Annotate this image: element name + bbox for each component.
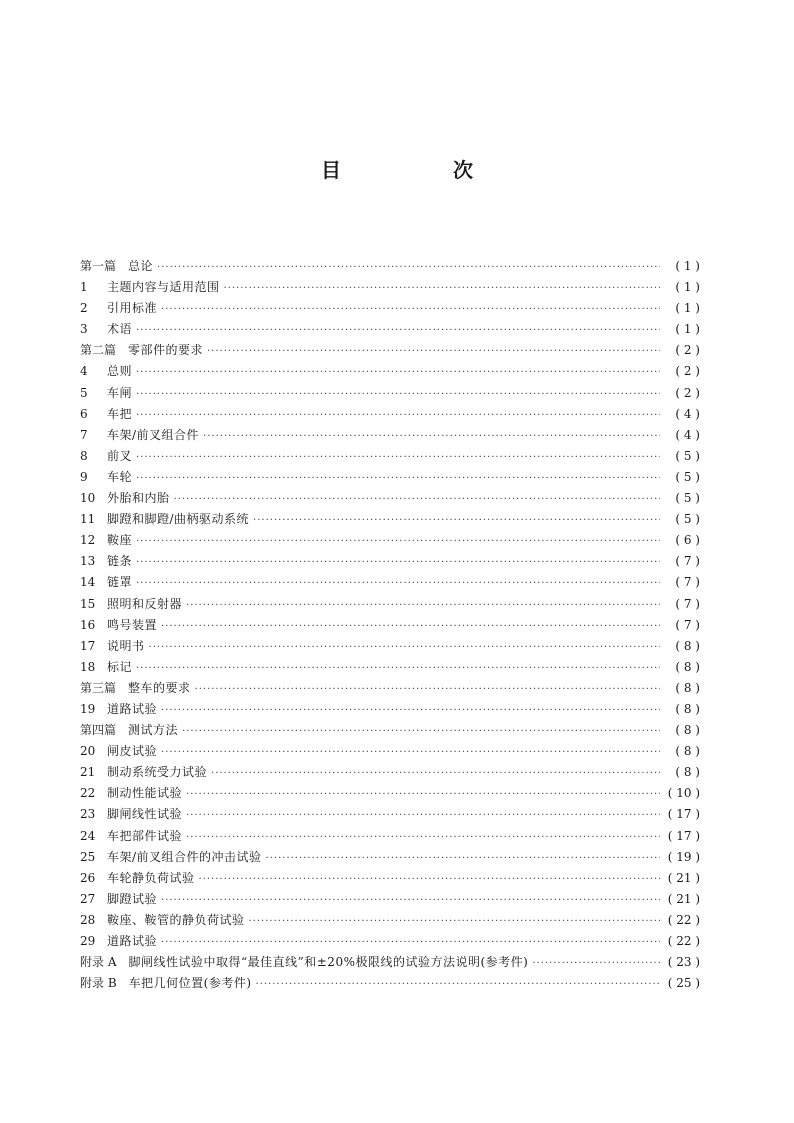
toc-entry: [80, 446, 700, 467]
toc-entry-title: 车轮: [107, 469, 133, 484]
toc-entry-number: 6: [80, 406, 88, 421]
toc-entry-page: ( 5 ): [675, 448, 700, 463]
toc-entry: [80, 361, 700, 382]
toc-entry-title: 标记: [107, 659, 133, 674]
toc-entry-page: ( 19 ): [667, 849, 700, 864]
toc-entry: [80, 319, 700, 340]
dot-leader: [136, 573, 660, 594]
toc-entry-page: ( 8 ): [675, 723, 700, 738]
toc-entry: [80, 804, 700, 825]
toc-entry-title: 说明书: [107, 638, 145, 653]
dot-leader: [161, 616, 660, 637]
toc-entry-number: 第三篇: [80, 680, 117, 695]
toc-entry-page: ( 5 ): [675, 512, 700, 527]
dot-leader: [182, 721, 660, 742]
dot-leader: [224, 278, 660, 299]
toc-entry: [80, 530, 700, 551]
toc-entry-title: 照明和反射器: [107, 596, 183, 611]
toc-entry-title: 引用标准: [107, 301, 158, 316]
toc-entry: [80, 678, 700, 699]
toc-entry-page: ( 7 ): [675, 554, 700, 569]
toc-entry-number: 29: [80, 934, 96, 948]
dot-leader: [207, 341, 660, 362]
toc-entry-page: ( 8 ): [675, 701, 700, 716]
toc-entry-number: 25: [80, 849, 96, 864]
toc-entry: [80, 741, 700, 762]
toc-entry-page: ( 23 ): [667, 955, 700, 970]
toc-entry-page: ( 1 ): [675, 280, 700, 295]
toc-entry-page: ( 7 ): [675, 575, 700, 590]
toc-entry-title: 道路试验: [107, 701, 158, 716]
toc-entry-number: 24: [80, 828, 96, 843]
toc-entry-page: ( 6 ): [675, 533, 700, 548]
toc-entry-number: 1: [80, 280, 88, 295]
toc-entry: [80, 551, 700, 572]
toc-entry-number: 第二篇: [80, 343, 117, 358]
toc-entry: [80, 847, 700, 868]
dot-leader: [136, 320, 660, 341]
toc-entry-page: ( 8 ): [675, 659, 700, 674]
toc-entry: [80, 425, 700, 446]
dot-leader: [266, 848, 660, 869]
toc-entry-page: ( 17 ): [667, 828, 700, 843]
dot-leader: [195, 679, 660, 700]
toc-entry-title: 主题内容与适用范围: [107, 280, 220, 295]
toc-entry-title: 脚蹬和脚蹬/曲柄驱动系统: [107, 512, 250, 527]
dot-leader: [532, 953, 660, 974]
toc-entry: [80, 615, 700, 636]
toc-entry-number: 28: [80, 912, 96, 927]
dot-leader: [253, 510, 660, 531]
toc-entry-number: 5: [80, 385, 88, 400]
page-title: 目 次: [321, 158, 519, 182]
toc-entry-title: 制动性能试验: [107, 786, 183, 801]
toc-entry-title: 前叉: [107, 448, 133, 463]
toc-entry: [80, 783, 700, 804]
toc-entry: [80, 404, 700, 425]
toc-entry-number: 第四篇: [80, 723, 117, 738]
toc-entry-number: 第一篇: [80, 259, 117, 273]
toc-entry-page: ( 4 ): [675, 427, 700, 442]
toc-entry-title: 脚闸线性试验中取得“最佳直线”和±20%极限线的试验方法说明(参考件): [128, 955, 529, 970]
toc-entry-page: ( 17 ): [667, 807, 700, 822]
toc-entry: [80, 467, 700, 488]
toc-entry-number: 23: [80, 807, 96, 822]
dot-leader: [149, 637, 660, 658]
toc-entry-title: 链条: [107, 554, 133, 569]
toc-entry-page: ( 22 ): [667, 912, 700, 927]
dot-leader: [174, 489, 660, 510]
dot-leader: [136, 447, 660, 468]
dot-leader: [136, 658, 660, 679]
toc-entry-page: ( 1 ): [675, 259, 700, 273]
toc-entry-title: 制动系统受力试验: [107, 765, 208, 780]
dot-leader: [136, 405, 660, 426]
dot-leader: [256, 974, 660, 995]
toc-entry-title: 车轮静负荷试验: [107, 870, 195, 885]
toc-entry-number: 8: [80, 448, 88, 463]
toc-entry: [80, 826, 700, 847]
toc-entry-title: 鞍座、鞍管的静负荷试验: [107, 912, 245, 927]
dot-leader: [186, 595, 660, 616]
dot-leader: [136, 552, 660, 573]
toc-entry-number: 17: [80, 638, 96, 653]
dot-leader: [203, 426, 660, 447]
dot-leader: [161, 932, 660, 953]
toc-entry: [80, 636, 700, 657]
toc-entry: [80, 931, 700, 952]
toc-entry-title: 车把几何位置(参考件): [128, 976, 252, 991]
toc-entry-page: ( 5 ): [675, 469, 700, 484]
toc-entry-page: ( 8 ): [675, 765, 700, 780]
toc-entry-number: 12: [80, 533, 96, 548]
toc-entry-title: 外胎和内胎: [107, 491, 170, 506]
toc-entry: [80, 509, 700, 530]
dot-leader: [199, 869, 660, 890]
toc-entry-title: 总则: [107, 364, 133, 379]
toc-entry: [80, 910, 700, 931]
toc-entry-number: 10: [80, 491, 96, 506]
toc-entry: [80, 340, 700, 361]
toc-entry-title: 测试方法: [128, 723, 179, 738]
toc-entry-number: 27: [80, 891, 96, 906]
dot-leader: [161, 299, 660, 320]
toc-entry-page: ( 7 ): [675, 596, 700, 611]
toc-entry: [80, 277, 700, 298]
toc-entry-title: 车把: [107, 406, 133, 421]
dot-leader: [186, 784, 660, 805]
toc-entry-number: 2: [80, 301, 88, 316]
toc-entry: [80, 973, 700, 994]
toc-entry-page: ( 2 ): [675, 343, 700, 358]
dot-leader: [136, 468, 660, 489]
toc-entry-title: 总论: [128, 259, 154, 273]
toc-entry: [80, 657, 700, 678]
toc-entry: [80, 256, 700, 277]
toc-entry-title: 车闸: [107, 385, 133, 400]
toc-entry-title: 零部件的要求: [128, 343, 204, 358]
toc-entry-page: ( 8 ): [675, 744, 700, 759]
toc-entry-title: 链罩: [107, 575, 133, 590]
toc-entry: [80, 572, 700, 593]
toc-entry: [80, 720, 700, 741]
toc-entry-page: ( 8 ): [675, 638, 700, 653]
toc-entry-number: 19: [80, 701, 96, 716]
toc-entry-number: 9: [80, 469, 88, 484]
dot-leader: [161, 890, 660, 911]
toc-entry-title: 鞍座: [107, 533, 133, 548]
toc-entry-number: 22: [80, 786, 96, 801]
toc-entry-page: ( 7 ): [675, 617, 700, 632]
toc-entry-page: ( 2 ): [675, 385, 700, 400]
toc-entry-number: 15: [80, 596, 96, 611]
toc-entry-title: 术语: [107, 322, 133, 337]
dot-leader: [136, 362, 660, 383]
toc-entry-number: 20: [80, 744, 96, 759]
toc-entry-title: 脚闸线性试验: [107, 807, 183, 822]
toc-entry-number: 4: [80, 364, 88, 379]
dot-leader: [211, 763, 660, 784]
toc-entry-title: 车把部件试验: [107, 828, 183, 843]
dot-leader: [161, 700, 660, 721]
toc-entry: [80, 868, 700, 889]
toc-entry-number: 11: [80, 512, 96, 527]
toc-entry: [80, 952, 700, 973]
dot-leader: [136, 531, 660, 552]
toc-entry-page: ( 1 ): [675, 322, 700, 337]
toc-entry: [80, 762, 700, 783]
toc-entry: [80, 488, 700, 509]
toc-entry-number: 16: [80, 617, 96, 632]
toc-entry-number: 7: [80, 427, 88, 442]
toc-entry: [80, 383, 700, 404]
toc-entry-page: ( 25 ): [667, 976, 700, 991]
toc-entry: [80, 889, 700, 910]
dot-leader: [249, 911, 660, 932]
toc-entry: [80, 594, 700, 615]
toc-entry-title: 车架/前叉组合件的冲击试验: [107, 849, 262, 864]
toc-entry-title: 车架/前叉组合件: [107, 427, 200, 442]
dot-leader: [161, 742, 660, 763]
toc-entry-page: ( 21 ): [667, 891, 700, 906]
toc-entry: [80, 699, 700, 720]
toc-entry-title: 闸皮试验: [107, 744, 158, 759]
toc-entry-number: 18: [80, 659, 96, 674]
toc-entry-page: ( 21 ): [667, 870, 700, 885]
dot-leader: [186, 805, 660, 826]
table-of-contents: [80, 256, 700, 994]
dot-leader: [186, 827, 660, 848]
toc-entry-number: 26: [80, 870, 96, 885]
dot-leader: [157, 257, 660, 278]
toc-entry-title: 脚蹬试验: [107, 891, 158, 906]
toc-entry-page: ( 2 ): [675, 364, 700, 379]
toc-entry-number: 附录 B: [80, 976, 117, 991]
toc-entry-title: 鸣号装置: [107, 617, 158, 632]
toc-entry-page: ( 1 ): [675, 301, 700, 316]
toc-entry-page: ( 8 ): [675, 680, 700, 695]
toc-entry-number: 3: [80, 322, 88, 337]
toc-entry-page: ( 10 ): [667, 786, 700, 801]
toc-entry-number: 21: [80, 765, 96, 780]
toc-entry-number: 附录 A: [80, 955, 117, 970]
toc-entry-page: ( 4 ): [675, 406, 700, 421]
toc-entry-number: 13: [80, 554, 96, 569]
dot-leader: [136, 384, 660, 405]
toc-entry: [80, 298, 700, 319]
toc-entry-title: 整车的要求: [128, 680, 191, 695]
toc-entry-page: ( 5 ): [675, 491, 700, 506]
toc-entry-title: 道路试验: [107, 934, 158, 948]
toc-entry-number: 14: [80, 575, 96, 590]
toc-entry-page: ( 22 ): [667, 934, 700, 948]
